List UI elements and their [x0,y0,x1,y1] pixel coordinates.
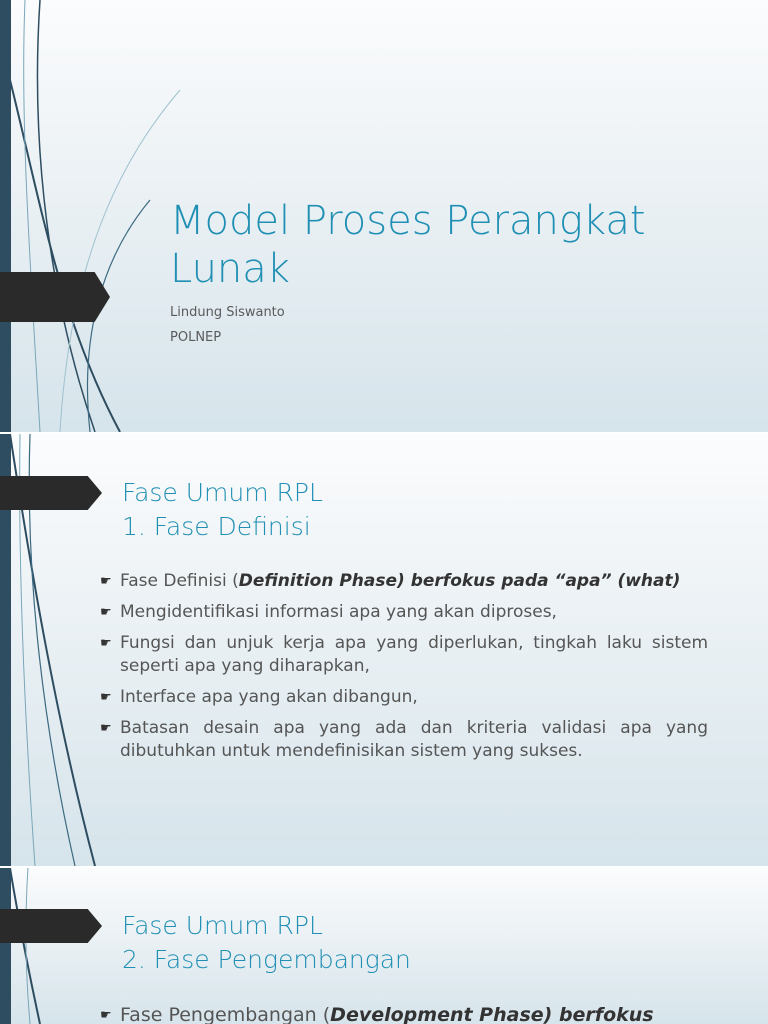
bullet-item: ☛ Interface apa yang akan dibangun, [100,687,418,707]
title-arrow-marker [0,909,102,943]
bullet-item: ☛ Mengidentifikasi informasi apa yang akan diproses, [100,602,557,622]
pointing-hand-icon: ☛ [100,690,112,705]
title-arrow-marker [0,476,102,510]
bullet-list [100,1004,708,1024]
bullet-item: ☛ Fase Pengembangan (Development Phase) berfokus [100,1004,708,1024]
pointing-hand-icon: ☛ [100,605,112,620]
title-slide [0,0,768,432]
slide-title: Model Proses Perangkat Lunak [170,198,646,292]
bullet-item: ☛ Fase Definisi (Definition Phase) berfokus pada “apa” (what) [100,571,681,591]
slide-title-line1: Fase Umum RPL [122,911,323,940]
institution-name: POLNEP [170,330,222,345]
development-phase-slide [0,868,768,1024]
bullet-item: ☛ Fungsi dan unjuk kerja apa yang diperlukan, tingkah laku sistem seperti apa yang diharapkan, [100,633,708,676]
pointing-hand-icon: ☛ [100,721,112,736]
slide-title-line1: Fase Umum RPL [122,478,323,507]
bullet-item: ☛ Batasan desain apa yang ada dan kriteria validasi apa yang dibutuhkan untuk mendefinisikan sistem yang sukses. [100,718,708,761]
slide-title-line2: 2. Fase Pengembangan [122,945,411,974]
bullet-list [100,570,708,771]
author-name: Lindung Siswanto [170,305,285,320]
title-arrow-marker [0,272,110,322]
pointing-hand-icon: ☛ [100,1008,112,1023]
pointing-hand-icon: ☛ [100,636,112,651]
definition-phase-slide [0,434,768,866]
slide-title-line2: 1. Fase Definisi [122,512,311,541]
pointing-hand-icon: ☛ [100,574,112,589]
